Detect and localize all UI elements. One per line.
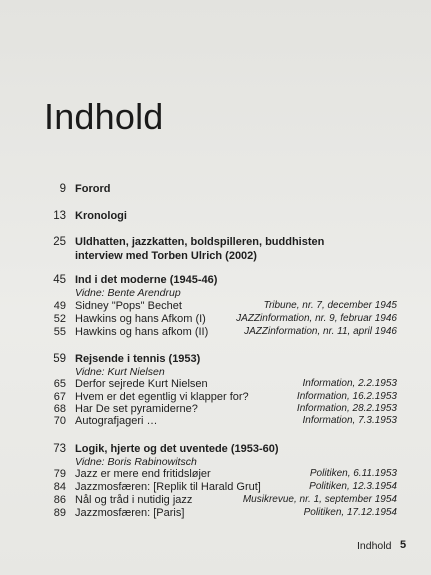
page-number: 55 (53, 326, 66, 338)
section-title: Logik, hjerte og det uventede (1953-60) (75, 443, 279, 455)
item-source: Politiken, 6.11.1953 (309, 468, 397, 479)
item-source: Information, 28.2.1953 (296, 403, 397, 414)
page-number: 89 (53, 507, 66, 519)
page-number: 9 (59, 183, 66, 195)
item-source: Information, 16.2.1953 (296, 391, 397, 402)
page-number: 86 (53, 494, 66, 506)
item-title: Jazzmosfæren: [Replik til Harald Grut] (75, 481, 261, 493)
item-title: Hawkins og hans afkom (II) (75, 326, 209, 338)
page-number: 49 (53, 300, 66, 312)
page-number: 67 (53, 391, 66, 403)
item-title: Nål og tråd i nutidig jazz (75, 494, 193, 506)
item-source: JAZZinformation, nr. 9, februar 1946 (236, 313, 397, 324)
page-title: Indhold (44, 96, 164, 137)
running-footer-label: Indhold (357, 540, 392, 552)
chapter-title-line-1: Uldhatten, jazzkatten, boldspilleren, buddhisten (75, 236, 325, 248)
item-title: Hawkins og hans Afkom (I) (75, 313, 206, 325)
item-title: Jazzmosfæren: [Paris] (75, 507, 185, 519)
section-witness: Vidne: Kurt Nielsen (75, 366, 165, 378)
item-title: Jazz er mere end fritidsløjer (75, 468, 211, 480)
item-source: JAZZinformation, nr. 11, april 1946 (244, 326, 397, 337)
page-number: 70 (53, 415, 66, 427)
section-witness: Vidne: Boris Rabinowitsch (75, 456, 197, 468)
section-title: Rejsende i tennis (1953) (75, 353, 201, 365)
item-source: Politiken, 17.12.1954 (303, 507, 397, 518)
page-number: 59 (53, 353, 66, 365)
section-title: Ind i det moderne (1945-46) (75, 274, 218, 286)
page-number: 68 (53, 403, 66, 415)
item-title: Derfor sejrede Kurt Nielsen (75, 378, 208, 390)
item-source: Information, 2.2.1953 (302, 378, 397, 389)
page-number: 13 (53, 210, 66, 222)
item-title: Har De set pyramiderne? (75, 403, 198, 415)
folio-page-number: 5 (400, 539, 407, 551)
item-source: Information, 7.3.1953 (302, 415, 397, 426)
item-title: Autografjageri … (75, 415, 158, 427)
item-title: Sidney "Pops" Bechet (75, 300, 182, 312)
chapter-title-line-2: interview med Torben Ulrich (2002) (75, 250, 257, 262)
page-number: 45 (53, 274, 66, 286)
item-title: Hvem er det egentlig vi klapper for? (75, 391, 249, 403)
page-number: 25 (53, 236, 66, 248)
page-number: 79 (53, 468, 66, 480)
page-number: 65 (53, 378, 66, 390)
section-witness: Vidne: Bente Arendrup (75, 287, 181, 299)
page-number: 52 (53, 313, 66, 325)
page-number: 73 (53, 443, 66, 455)
chapter-title: Kronologi (75, 210, 127, 222)
chapter-title: Forord (75, 183, 111, 195)
page-number: 84 (53, 481, 66, 493)
item-source: Tribune, nr. 7, december 1945 (263, 300, 397, 311)
item-source: Politiken, 12.3.1954 (309, 481, 397, 492)
item-source: Musikrevue, nr. 1, september 1954 (242, 494, 397, 505)
